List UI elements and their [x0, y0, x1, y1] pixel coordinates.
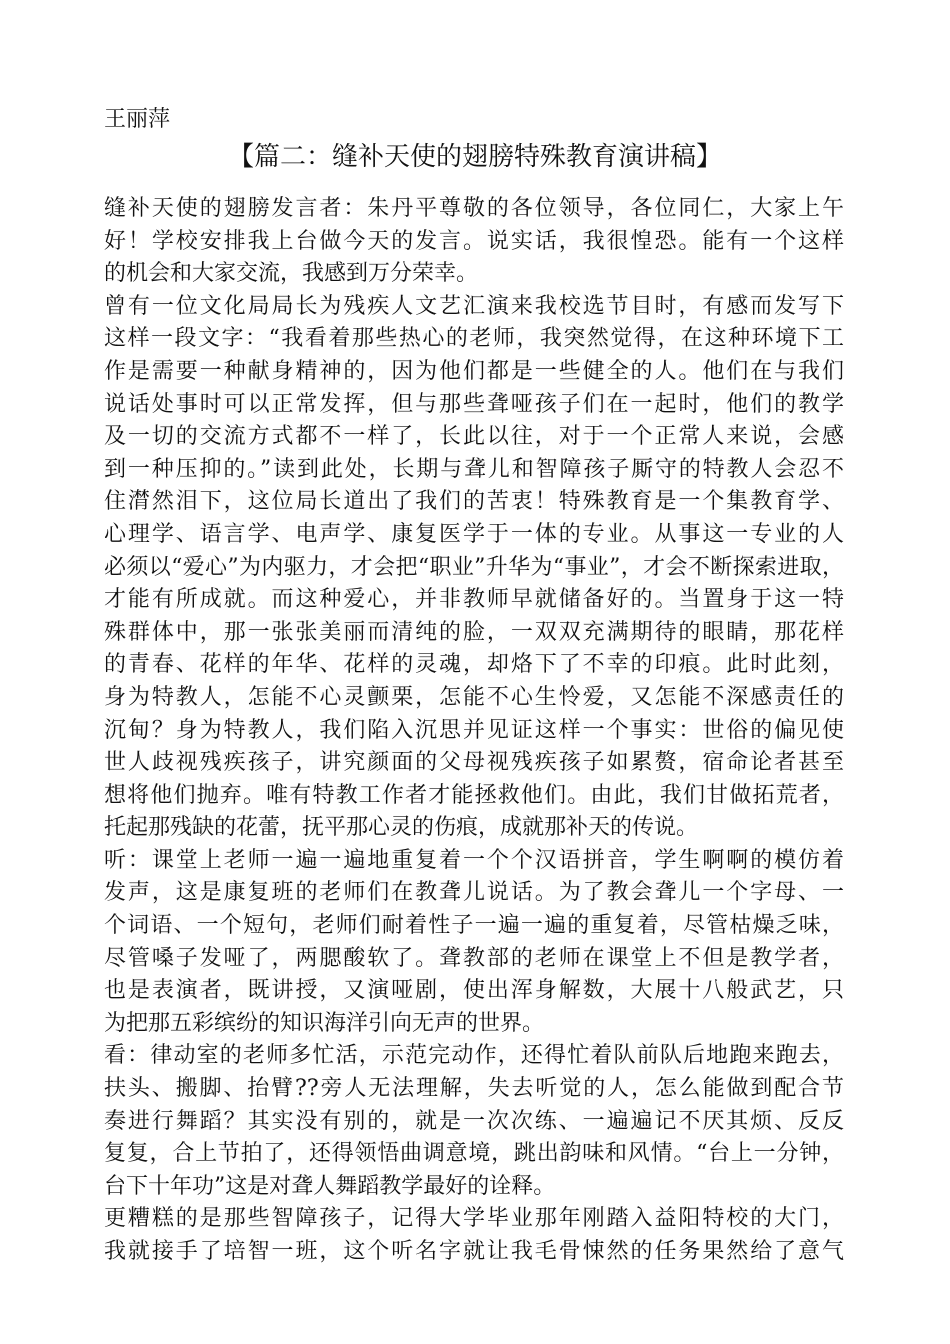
text-line: 为把那五彩缤纷的知识海洋引向无声的世界。	[104, 1010, 545, 1036]
text-line: 沉甸？身为特教人，我们陷入沉思并见证这样一个事实：世俗的偏见使	[104, 717, 844, 743]
text-line: 曾有一位文化局局长为残疾人文艺汇演来我校选节目时，有感而发写下	[104, 293, 844, 319]
text-line: 也是表演者，既讲授，又演哑剧，使出浑身解数，大展十八般武艺，只	[104, 978, 844, 1004]
text-line: 更糟糕的是那些智障孩子，记得大学毕业那年刚踏入益阳特校的大门，	[104, 1206, 844, 1232]
author-name: 王丽萍	[104, 107, 171, 132]
text-line: 身为特教人，怎能不心灵颤栗，怎能不心生怜爱，又怎能不深感责任的	[104, 684, 844, 710]
text-line: 扶头、搬脚、抬臂??旁人无法理解，失去听觉的人，怎么能做到配合节	[104, 1076, 844, 1102]
document-title: 【篇二：缝补天使的翅膀特殊教育演讲稿】	[227, 142, 722, 172]
text-line: 尽管嗓子发哑了，两腮酸软了。聋教部的老师在课堂上不但是教学者，	[104, 945, 844, 971]
text-line: 听：课堂上老师一遍一遍地重复着一个个汉语拼音，学生啊啊的模仿着	[104, 847, 844, 873]
text-line: 住潸然泪下，这位局长道出了我们的苦衷！特殊教育是一个集教育学、	[104, 489, 844, 515]
text-line: 殊群体中，那一张张美丽而清纯的脸，一双双充满期待的眼睛，那花样	[104, 619, 844, 645]
text-line: 奏进行舞蹈？其实没有别的，就是一次次练、一遍遍记不厌其烦、反反	[104, 1108, 844, 1134]
text-line: 说话处事时可以正常发挥，但与那些聋哑孩子们在一起时，他们的教学	[104, 391, 844, 417]
text-line: 缝补天使的翅膀发言者：朱丹平尊敬的各位领导，各位同仁，大家上午	[104, 196, 844, 221]
text-line: 作是需要一种献身精神的，因为他们都是一些健全的人。他们在与我们	[104, 358, 844, 384]
text-line: 的青春、花样的年华、花样的灵魂，却烙下了不幸的印痕。此时此刻，	[104, 652, 844, 678]
text-line: 的机会和大家交流，我感到万分荣幸。	[104, 261, 479, 287]
text-line: 发声，这是康复班的老师们在教聋儿说话。为了教会聋儿一个字母、一	[104, 880, 844, 906]
text-line: 这样一段文字：“我看着那些热心的老师，我突然觉得，在这种环境下工	[104, 326, 844, 352]
text-line: 才能有所成就。而这种爱心，并非教师早就储备好的。当置身于这一特	[104, 587, 844, 613]
text-line: 台下十年功”这是对聋人舞蹈教学最好的诠释。	[104, 1173, 556, 1199]
text-line: 托起那残缺的花蕾，抚平那心灵的伤痕，成就那补天的传说。	[104, 815, 699, 841]
text-line: 看：律动室的老师多忙活，示范完动作，还得忙着队前队后地跑来跑去，	[104, 1043, 844, 1069]
text-line: 好！学校安排我上台做今天的发言。说实话，我很惶恐。能有一个这样	[104, 228, 844, 254]
text-line: 我就接手了培智一班，这个听名字就让我毛骨悚然的任务果然给了意气	[104, 1239, 844, 1264]
text-line: 到一种压抑的。”读到此处，长期与聋儿和智障孩子厮守的特教人会忍不	[104, 456, 844, 482]
text-line: 及一切的交流方式都不一样了，长此以往，对于一个正常人来说，会感	[104, 424, 844, 450]
text-line: 想将他们抛弃。唯有特教工作者才能拯救他们。由此，我们甘做拓荒者，	[104, 782, 844, 808]
text-line: 心理学、语言学、电声学、康复医学于一体的专业。从事这一专业的人	[104, 521, 844, 547]
text-line: 世人歧视残疾孩子，讲究颜面的父母视残疾孩子如累赘，宿命论者甚至	[104, 750, 844, 776]
text-line: 复复，合上节拍了，还得领悟曲调意境，跳出韵味和风情。“台上一分钟，	[104, 1141, 844, 1167]
text-line: 必须以“爱心”为内驱力，才会把“职业”升华为“事业”，才会不断探索进取，	[104, 554, 844, 580]
document-body	[104, 193, 844, 1269]
text-line: 个词语、一个短句，老师们耐着性子一遍一遍的重复着，尽管枯燥乏味，	[104, 913, 844, 939]
